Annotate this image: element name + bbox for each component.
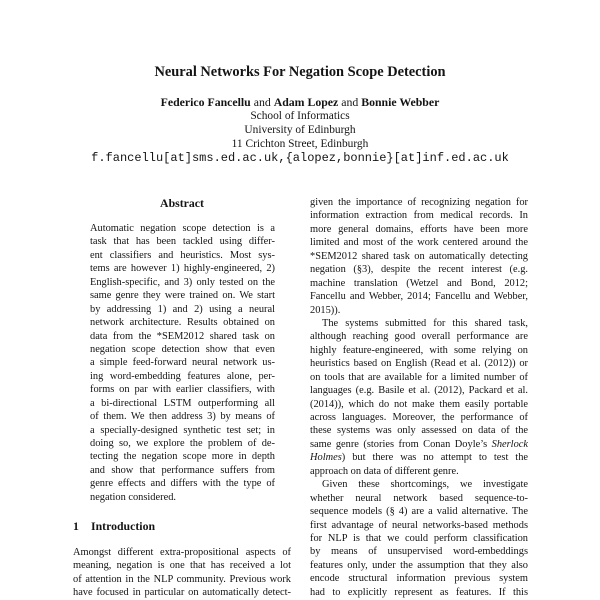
right-column-line: 2015)). [310, 304, 341, 316]
abstract-line: network architecture. Results obtained on [90, 317, 275, 329]
abstract-line: a bi-directional LSTM outperforming all [90, 397, 275, 409]
abstract-line: data from the *SEM2012 shared task on [90, 330, 275, 342]
affiliation-line: University of Edinburgh [244, 124, 356, 136]
right-column-line: features only, under the assumption that they also [310, 559, 528, 571]
abstract-line: of them. We then address 3) by means of [90, 411, 275, 423]
abstract-line: Automatic negation scope detection is a [90, 223, 275, 234]
right-column-line: sequence models (§ 4) are a valid alternative. The [310, 506, 528, 518]
author-email: f.fancellu[at]sms.ed.ac.uk,{alopez,bonnie}[at]inf.ed.ac.uk [91, 151, 509, 165]
author-separator: and [341, 95, 359, 109]
abstract-line: by addressing 1) and 2) using a neural [90, 303, 275, 315]
abstract-line: doing so, we explore the problem of de- [90, 438, 275, 449]
affiliation-line: 11 Crichton Street, Edinburgh [231, 138, 369, 150]
right-column-line: negation (§3), despite the recent interest (e.g. [310, 264, 528, 276]
abstract-line: English-specific, and 3) only tested on the [90, 276, 275, 288]
right-column-line: first advantage of neural networks-based methods [310, 519, 528, 531]
right-column-line: more general domains, efforts have been more [310, 223, 528, 235]
italic-text: Holmes [310, 452, 342, 464]
abstract-line: same genre they were trained on. We start [90, 290, 275, 302]
abstract-line: negation considered. [90, 491, 176, 503]
right-column-line: *SEM2012 shared task on automatically detecting [310, 250, 528, 262]
paper-title: Neural Networks For Negation Scope Detection [154, 64, 446, 80]
abstract-heading: Abstract [160, 196, 204, 210]
abstract-line: task that has been tackled using differ- [90, 236, 275, 248]
right-column-line: whether neural network based sequence-to- [310, 492, 528, 504]
right-column-line: highly feature-engineered, with some relying on [310, 344, 528, 356]
abstract-line: genre effects and differs with the type of [90, 478, 275, 490]
right-column-line: The systems submitted for this shared task, [322, 317, 528, 329]
section-number: 1 [73, 519, 79, 533]
right-column-line: heuristics based on English (Read et al. (2012)) or [310, 358, 528, 370]
author-name: Adam Lopez [273, 95, 339, 109]
right-column-line: Given these shortcomings, we investigate [322, 479, 528, 491]
author-block [0, 95, 600, 165]
affiliation-line: School of Informatics [250, 110, 350, 122]
intro-line: meaning, negation is one that has received a lot [73, 560, 291, 572]
line-text: same genre (stories from Conan Doyle’s [310, 438, 488, 450]
author-name: Bonnie Webber [361, 95, 440, 109]
abstract-line: negation scope detection show that even [90, 343, 275, 355]
intro-line: Amongst different extra-propositional aspects of [73, 546, 291, 558]
section-title: Introduction [91, 519, 156, 533]
intro-line: of attention in the NLP community. Previous work [73, 573, 291, 585]
right-column-line: by means of unsupervised word-embeddings [310, 546, 528, 558]
right-column-line: on tools that are available for a limited number of [310, 371, 528, 383]
right-column-line: languages (e.g. Basile et al. (2012), Packard et al. [310, 385, 528, 397]
intro-line: have focused in particular on automatically detect- [73, 587, 291, 598]
line-text: ) but there was no attempt to test the [341, 452, 528, 464]
right-column-line: approach on data of different genre. [310, 465, 459, 477]
right-column-line: for NLP is that we could perform classification [310, 532, 528, 544]
abstract-line: a simple feed-forward neural network us- [90, 357, 275, 369]
abstract-line: tems are however 1) highly-engineered, 2) [90, 263, 275, 275]
author-name: Federico Fancellu [160, 95, 251, 109]
section-heading-introduction [73, 519, 291, 533]
right-column-line: given the importance of recognizing negation for [310, 197, 528, 208]
italic-text: Sherlock [491, 438, 528, 450]
right-column-line: Fancellu and Webber, 2014; Fancellu and Webber, [310, 291, 528, 303]
abstract-line: forms on par with earlier classifiers, with [90, 384, 275, 396]
right-column-line: encode structural information previous system [310, 573, 528, 585]
right-column-line: information extraction from medical records. In [310, 210, 528, 222]
abstract-line: a specially-designed synthetic test set; in [90, 424, 275, 436]
right-column-line [310, 451, 528, 464]
introduction-body [73, 546, 291, 600]
right-column-line: machine translation (Wetzel and Bond, 2012; [310, 277, 528, 289]
right-column-line: had to explicitly represent as features. If this [310, 586, 528, 598]
abstract-body [90, 222, 275, 504]
right-column-line: limited and most of the work centered around the [310, 237, 528, 249]
right-column-line: these systems was only assessed on data of the [310, 425, 528, 437]
abstract-line: ent classifiers and heuristics. Most sys- [90, 249, 275, 261]
author-line [0, 95, 600, 109]
right-column-body [310, 196, 528, 599]
abstract-line: and show that performance suffers from [90, 464, 275, 476]
abstract-line: ing word-embedding features alone, per- [90, 370, 275, 382]
right-column-line: across languages. Moreover, the performance of [310, 412, 528, 423]
right-column-line: although reaching good overall performance are [310, 331, 528, 343]
abstract-line: tecting the negation scope more in depth [90, 451, 275, 463]
author-separator: and [253, 95, 271, 109]
right-column-line [310, 438, 528, 451]
right-column-line: (2014)), which do not make them easily portable [310, 398, 528, 410]
